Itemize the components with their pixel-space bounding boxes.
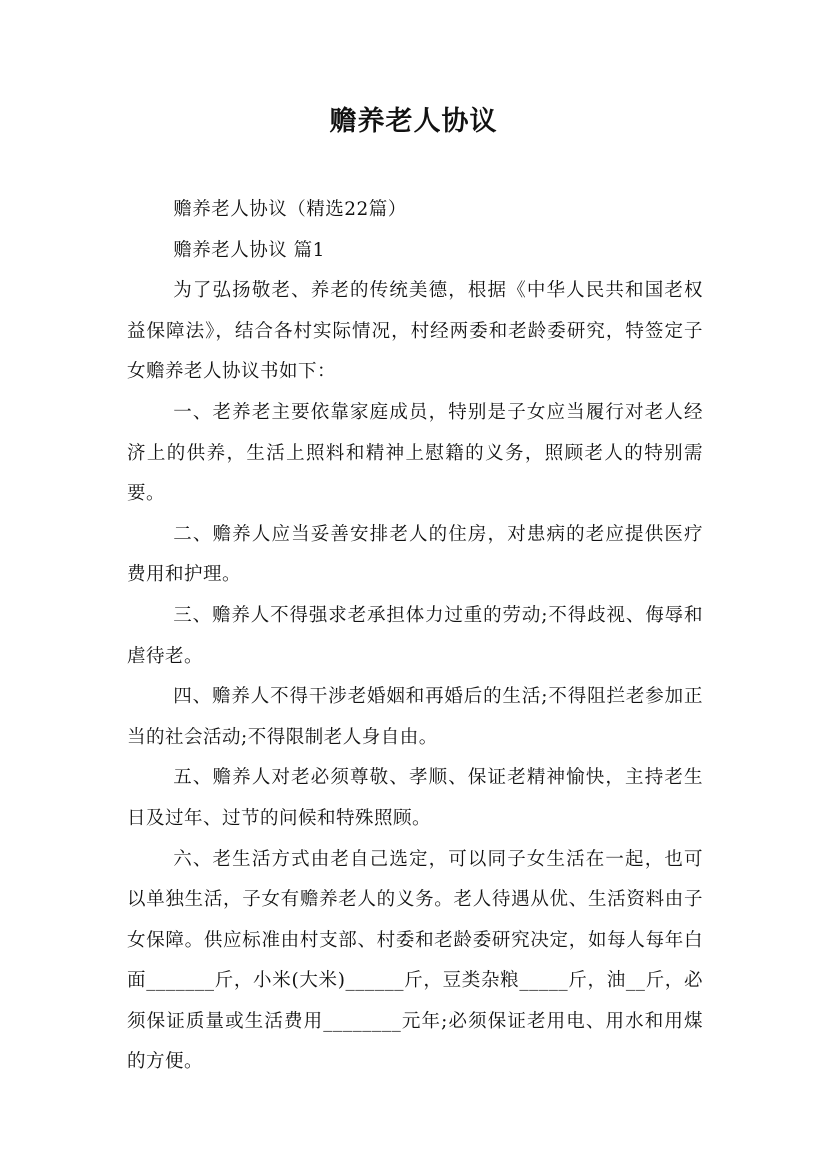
clause-1: 一、老养老主要依靠家庭成员，特别是子女应当履行对老人经济上的供养，生活上照料和精神上慰籍的义务，照顾老人的特别需要。 — [127, 401, 703, 505]
clause-4: 四、赡养人不得干涉老婚姻和再婚后的生活;不得阻拦老参加正当的社会活动;不得限制老人身自由。 — [127, 686, 703, 748]
document-title: 赡养老人协议 — [329, 106, 498, 137]
subtitle-selection: 赡养老人协议（精选22篇） — [173, 199, 407, 220]
section-heading: 赡养老人协议 篇1 — [173, 239, 325, 261]
document-body — [127, 190, 703, 1083]
clause-2: 二、赡养人应当妥善安排老人的住房，对患病的老应提供医疗费用和护理。 — [127, 523, 703, 586]
intro-paragraph: 为了弘扬敬老、养老的传统美德，根据《中华人民共和国老权益保障法》，结合各村实际情况，村经两委和老龄委研究，特签定子女赡养老人协议书如下： — [127, 280, 703, 383]
clause-3: 三、赡养人不得强求老承担体力过重的劳动;不得歧视、侮辱和虐待老。 — [127, 604, 703, 667]
clause-6: 六、老生活方式由老自己选定，可以同子女生活在一起，也可以单独生活，子女有赡养老人的义务。老人待遇从优、生活资料由子女保障。供应标准由村支部、村委和老龄委研究决定，如每人每年白面_______斤，小米(大米)______斤，豆类杂粮_____斤，油__斤，必须保证质量或生活费用________元年;必须保证老用电、用水和用煤的方便。 — [127, 848, 703, 1073]
clause-5: 五、赡养人对老必须尊敬、孝顺、保证老精神愉快，主持老生日及过年、过节的问候和特殊照顾。 — [127, 767, 703, 829]
